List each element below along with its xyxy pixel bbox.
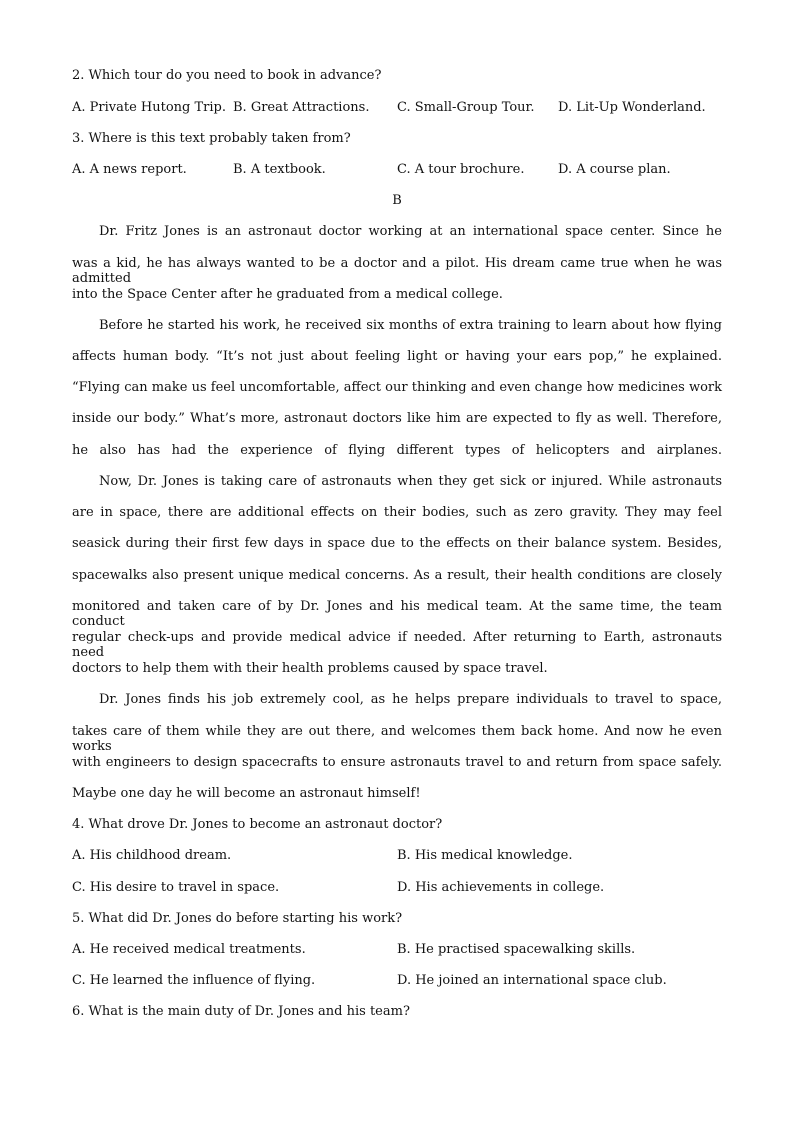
passage-line: was a kid, he has always wanted to be a doctor and a pilot. His dream came true when he was admitted — [72, 256, 722, 286]
passage-line: affects human body. “It’s not just about feeling light or having your ears pop,” he explained. — [72, 349, 722, 364]
question-4-option-c: C. His desire to travel in space. — [72, 880, 280, 895]
question-2-option-c: C. Small-Group Tour. — [397, 100, 535, 115]
question-2-option-b: B. Great Attractions. — [233, 100, 370, 115]
passage-line: doctors to help them with their health problems caused by space travel. — [72, 661, 548, 676]
passage-line: spacewalks also present unique medical concerns. As a result, their health conditions are closely — [72, 568, 722, 583]
question-4-option-d: D. His achievements in college. — [397, 880, 605, 895]
passage-line: “Flying can make us feel uncomfortable, affect our thinking and even change how medicines work — [72, 380, 722, 395]
question-5-option-c: C. He learned the influence of flying. — [72, 973, 316, 988]
passage-line: he also has had the experience of flying different types of helicopters and airplanes. — [72, 443, 722, 458]
question-4-option-b: B. His medical knowledge. — [397, 848, 573, 863]
question-3-stem: 3. Where is this text probably taken from? — [72, 131, 351, 146]
passage-line: Before he started his work, he received six months of extra training to learn about how flying — [99, 318, 722, 333]
passage-line: regular check-ups and provide medical advice if needed. After returning to Earth, astronauts need — [72, 630, 722, 660]
question-2-option-d: D. Lit-Up Wonderland. — [558, 100, 706, 115]
passage-line: into the Space Center after he graduated from a medical college. — [72, 287, 503, 302]
passage-line: with engineers to design spacecrafts to ensure astronauts travel to and return from space safely. — [72, 755, 722, 770]
passage-line: takes care of them while they are out there, and welcomes them back home. And now he even works — [72, 724, 722, 754]
question-3-option-d: D. A course plan. — [558, 162, 671, 177]
passage-line: seasick during their first few days in space due to the effects on their balance system. Besides, — [72, 536, 722, 551]
question-3-option-b: B. A textbook. — [233, 162, 326, 177]
passage-line: Maybe one day he will become an astronaut himself! — [72, 786, 421, 801]
passage-line: Dr. Fritz Jones is an astronaut doctor working at an international space center. Since he — [99, 224, 722, 239]
passage-line: are in space, there are additional effects on their bodies, such as zero gravity. They may feel — [72, 505, 722, 520]
question-5-option-a: A. He received medical treatments. — [72, 942, 306, 957]
question-3-option-a: A. A news report. — [72, 162, 187, 177]
question-5-option-d: D. He joined an international space club. — [397, 973, 667, 988]
question-4-option-a: A. His childhood dream. — [72, 848, 232, 863]
passage-line: inside our body.” What’s more, astronaut doctors like him are expected to fly as well. Therefore, — [72, 411, 722, 426]
question-3-option-c: C. A tour brochure. — [397, 162, 525, 177]
question-5-option-b: B. He practised spacewalking skills. — [397, 942, 636, 957]
question-2-stem: 2. Which tour do you need to book in advance? — [72, 68, 382, 83]
question-5-stem: 5. What did Dr. Jones do before starting his work? — [72, 911, 403, 926]
section-label: B — [392, 193, 402, 208]
question-2-option-a: A. Private Hutong Trip. — [72, 100, 227, 115]
question-6-stem: 6. What is the main duty of Dr. Jones and his team? — [72, 1004, 410, 1019]
question-4-stem: 4. What drove Dr. Jones to become an astronaut doctor? — [72, 817, 443, 832]
passage-line: Dr. Jones finds his job extremely cool, as he helps prepare individuals to travel to space, — [99, 692, 722, 707]
passage-line: monitored and taken care of by Dr. Jones and his medical team. At the same time, the team conduct — [72, 599, 722, 629]
passage-line: Now, Dr. Jones is taking care of astronauts when they get sick or injured. While astronauts — [99, 474, 722, 489]
